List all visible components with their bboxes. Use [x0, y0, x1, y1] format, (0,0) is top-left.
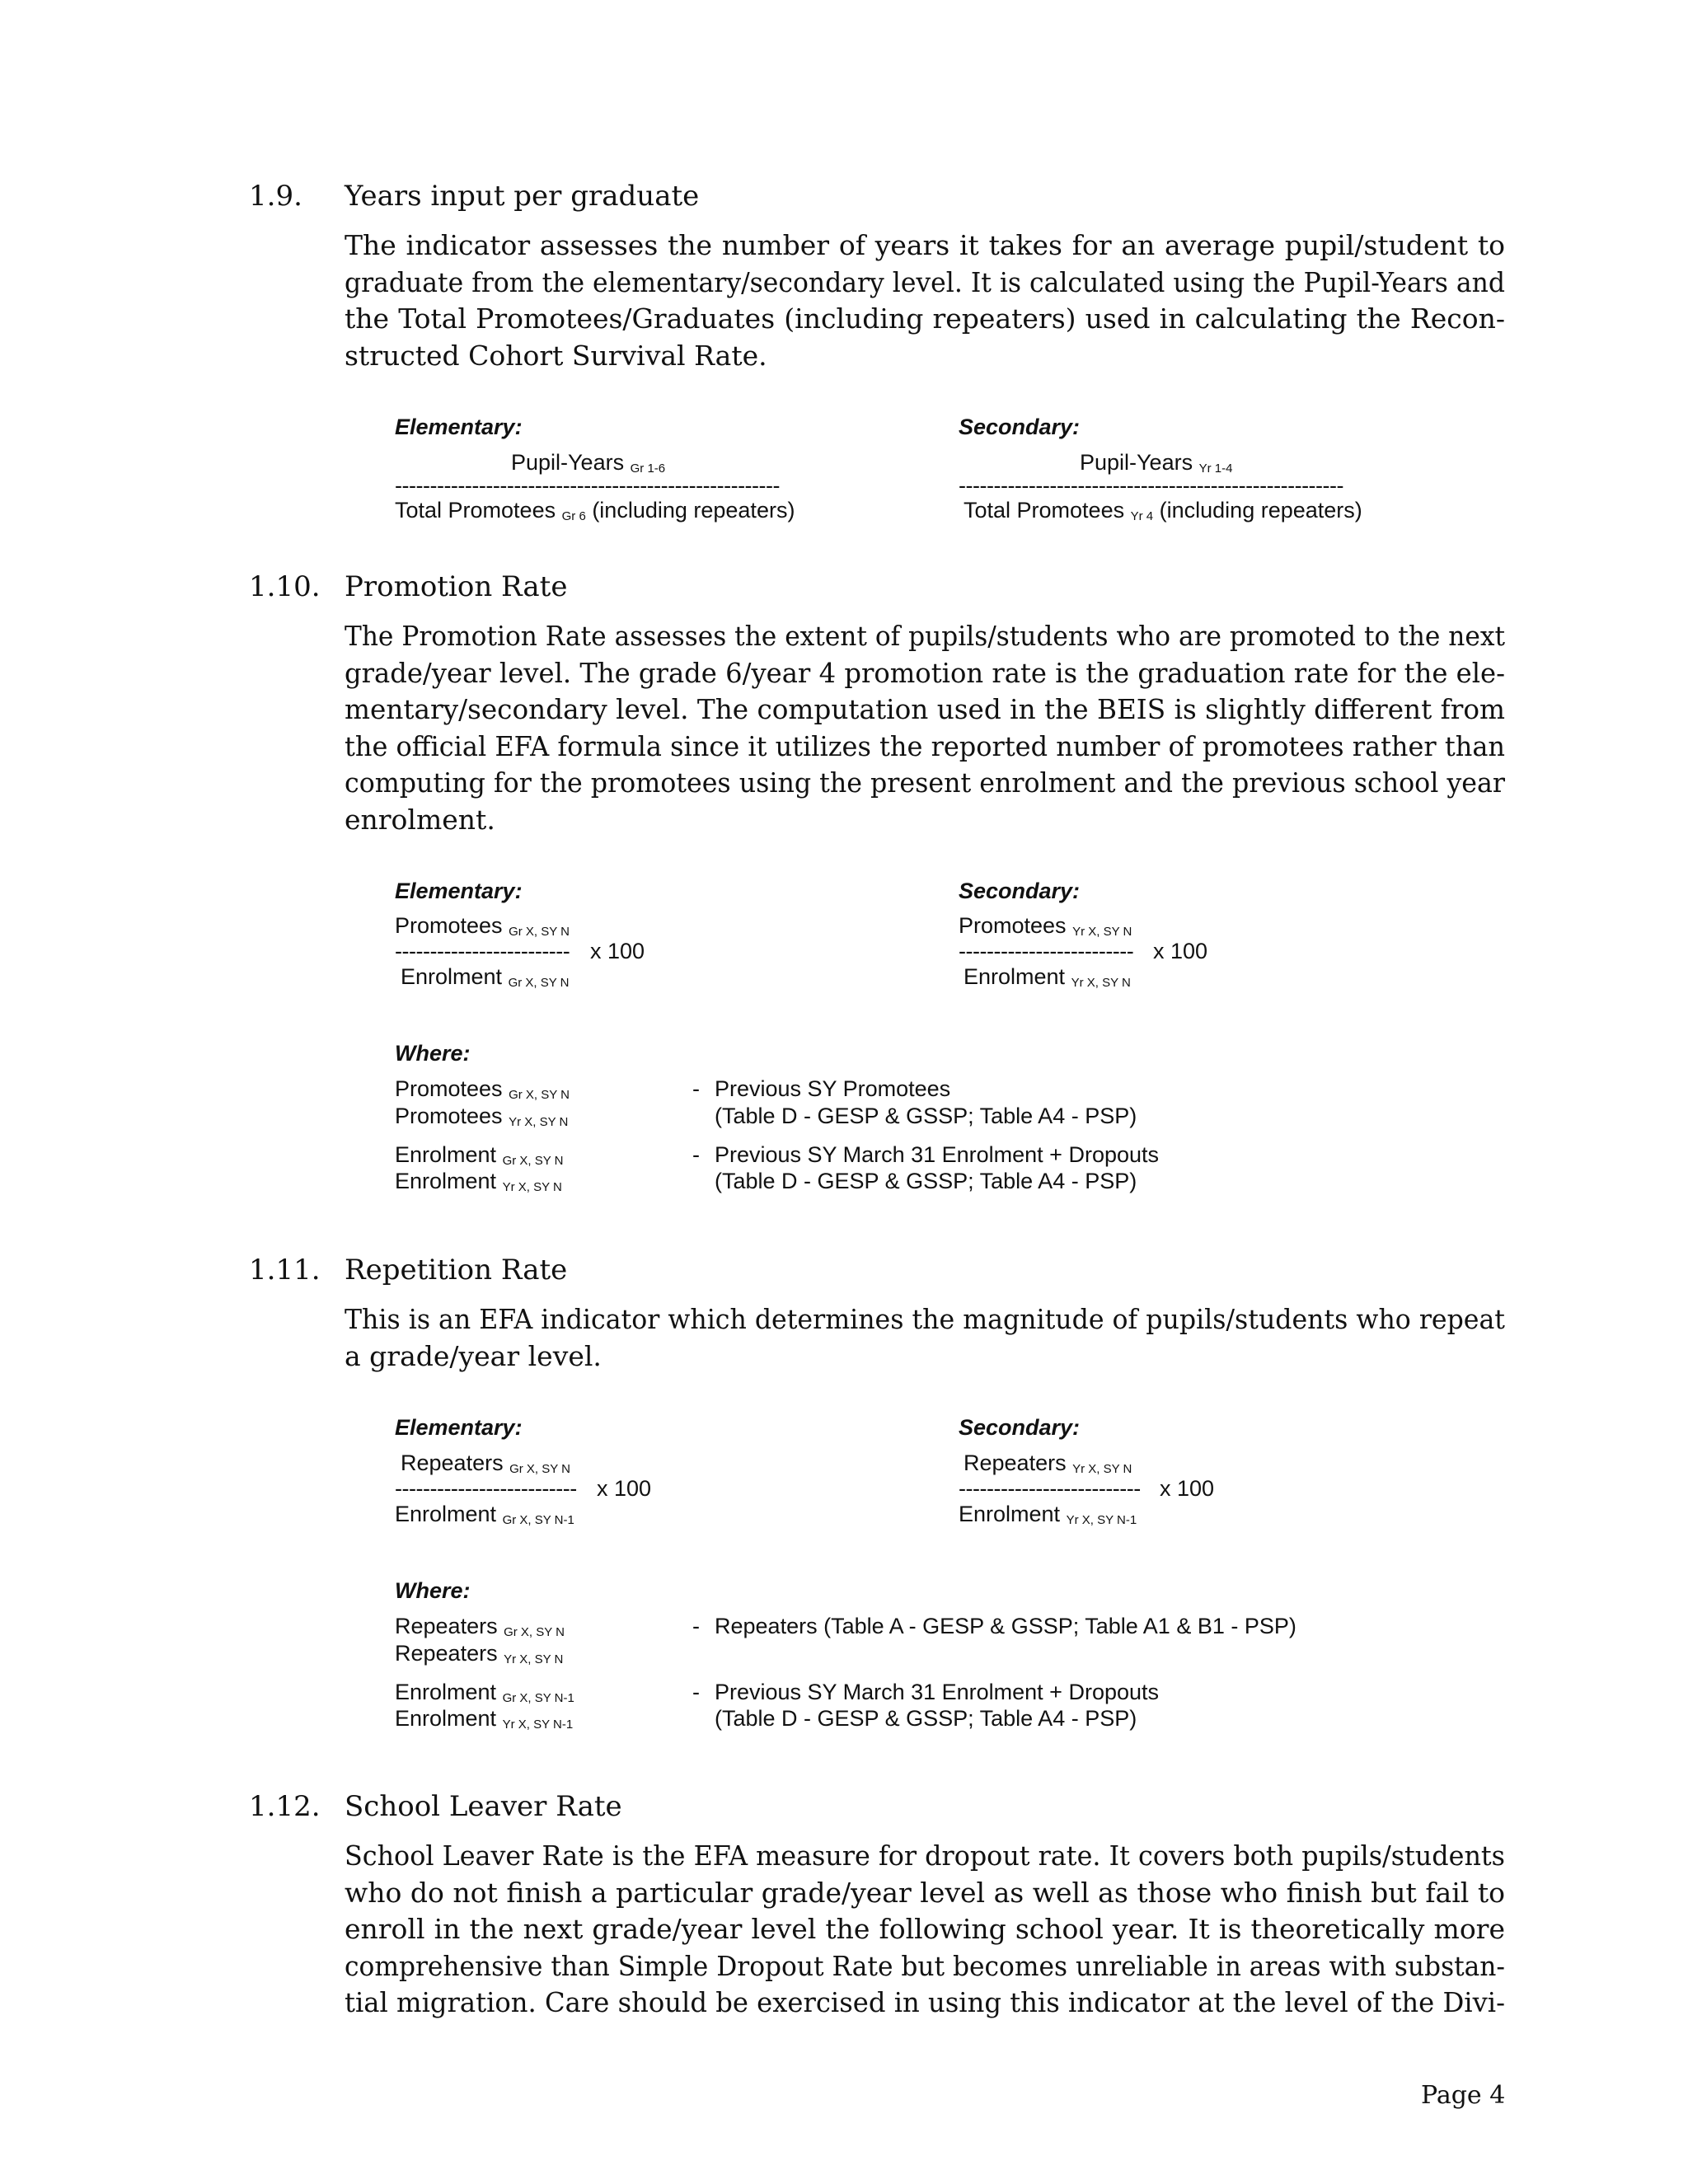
elementary-numerator — [401, 1451, 570, 1476]
numerator-text: Repeaters — [401, 1451, 504, 1475]
term-name: Enrolment — [395, 1169, 497, 1193]
section-paragraph-1-10 — [345, 618, 1505, 838]
term-subscript: Yr X, SY N — [502, 1180, 562, 1194]
paragraph-line: graduate from the elementary/secondary level. It is calculated using the Pupil-Years and — [345, 265, 1505, 298]
section-title: Promotion Rate — [345, 570, 568, 603]
numerator-text: Promotees — [395, 913, 503, 938]
term-name: Promotees — [395, 1076, 503, 1101]
paragraph-line: comprehensive than Simple Dropout Rate but becomes unreliable in areas with substan- — [345, 1949, 1505, 1982]
where-description: Previous SY March 31 Enrolment + Dropouts — [715, 1142, 1160, 1167]
paragraph-line: the Total Promotees/Graduates (including repeaters) used in calculating the Recon- — [345, 302, 1505, 335]
numerator-text: Repeaters — [964, 1451, 1067, 1475]
times-100: x 100 — [590, 939, 645, 963]
section-title: Years input per graduate — [345, 180, 700, 213]
page-number: Page 4 — [1421, 2081, 1506, 2110]
times-100: x 100 — [597, 1476, 652, 1501]
elementary-label: Elementary: — [395, 415, 523, 439]
secondary-numerator — [964, 1451, 1132, 1476]
denominator-text: Enrolment — [395, 1502, 497, 1526]
term-name: Repeaters — [395, 1614, 498, 1638]
numerator-text: Pupil-Years — [511, 450, 625, 475]
times-100: x 100 — [1153, 939, 1208, 963]
secondary-numerator — [1080, 450, 1232, 476]
where-description: Previous SY March 31 Enrolment + Dropouts — [715, 1680, 1160, 1704]
where-label: Where: — [395, 1578, 471, 1603]
section-number: 1.10. — [249, 570, 321, 603]
term-subscript: Yr X, SY N — [509, 1115, 569, 1129]
numerator-subscript: Gr X, SY N — [509, 1462, 571, 1476]
term-subscript: Gr X, SY N — [504, 1625, 565, 1639]
paragraph-line: computing for the promotees using the present enrolment and the previous school year — [345, 766, 1505, 799]
where-dash: - — [692, 1142, 700, 1167]
term-subscript: Yr X, SY N — [504, 1652, 564, 1666]
numerator-text: Promotees — [959, 913, 1067, 938]
section-paragraph-1-12 — [345, 1838, 1505, 2022]
secondary-label: Secondary: — [959, 879, 1081, 903]
paragraph-line: This is an EFA indicator which determines the magnitude of pupils/students who repeat — [345, 1303, 1505, 1335]
where-term — [395, 1614, 565, 1639]
secondary-label: Secondary: — [959, 415, 1081, 439]
where-dash: - — [692, 1076, 700, 1101]
where-description: (Table D - GESP & GSSP; Table A4 - PSP) — [715, 1104, 1137, 1128]
where-term — [395, 1706, 573, 1732]
paragraph-line: The indicator assesses the number of years it takes for an average pupil/student to — [345, 229, 1505, 261]
paragraph-line: structed Cohort Survival Rate. — [345, 339, 767, 372]
numerator-subscript: Yr X, SY N — [1072, 925, 1132, 939]
elementary-denominator — [401, 964, 570, 990]
where-term — [395, 1104, 568, 1129]
denominator-tail: (including repeaters) — [1159, 498, 1362, 523]
denominator-text: Enrolment — [401, 964, 503, 989]
section-title: School Leaver Rate — [345, 1790, 622, 1823]
where-term — [395, 1142, 564, 1168]
paragraph-line: grade/year level. The grade 6/year 4 promotion rate is the graduation rate for the ele- — [345, 656, 1505, 689]
numerator-text: Pupil-Years — [1080, 450, 1193, 475]
paragraph-line: enroll in the next grade/year level the following school year. It is theoretically more — [345, 1913, 1505, 1945]
term-name: Repeaters — [395, 1641, 498, 1666]
elementary-label: Elementary: — [395, 1415, 523, 1440]
term-name: Enrolment — [395, 1142, 497, 1167]
denominator-text: Enrolment — [959, 1502, 1061, 1526]
denominator-text: Total Promotees — [964, 498, 1125, 523]
section-number: 1.12. — [249, 1790, 321, 1823]
section-number: 1.9. — [249, 180, 302, 213]
times-100: x 100 — [1160, 1476, 1215, 1501]
term-name: Enrolment — [395, 1706, 497, 1731]
term-subscript: Gr X, SY N — [509, 1088, 570, 1102]
denominator-subscript: Gr X, SY N-1 — [502, 1513, 574, 1527]
denominator-text: Enrolment — [964, 964, 1066, 989]
section-title: Repetition Rate — [345, 1254, 568, 1286]
denominator-subscript: Gr X, SY N — [508, 976, 570, 990]
term-name: Enrolment — [395, 1680, 497, 1704]
paragraph-line: enrolment. — [345, 803, 495, 836]
term-subscript: Gr X, SY N-1 — [502, 1691, 574, 1705]
where-term — [395, 1641, 563, 1666]
paragraph-line: The Promotion Rate assesses the extent of pupils/students who are promoted to the next — [345, 620, 1505, 652]
where-description: Repeaters (Table A - GESP & GSSP; Table A1 & B1 - PSP) — [715, 1614, 1296, 1638]
where-term — [395, 1680, 574, 1705]
where-description: (Table D - GESP & GSSP; Table A4 - PSP) — [715, 1169, 1137, 1193]
term-name: Promotees — [395, 1104, 503, 1128]
elementary-numerator — [511, 450, 665, 476]
secondary-denominator — [964, 964, 1131, 990]
secondary-label: Secondary: — [959, 1415, 1081, 1440]
numerator-subscript: Yr X, SY N — [1072, 1462, 1132, 1476]
paragraph-line: who do not finish a particular grade/year level as well as those who finish but fail to — [345, 1876, 1505, 1909]
paragraph-line: a grade/year level. — [345, 1339, 602, 1372]
where-description: Previous SY Promotees — [715, 1076, 951, 1101]
fraction-bar: ------------------------------------------------------- — [395, 473, 781, 498]
section-paragraph-1-11 — [345, 1301, 1505, 1375]
elementary-denominator — [395, 498, 795, 523]
elementary-numerator — [395, 913, 570, 939]
where-description: (Table D - GESP & GSSP; Table A4 - PSP) — [715, 1706, 1137, 1731]
elementary-denominator — [395, 1502, 574, 1527]
secondary-denominator — [964, 498, 1362, 523]
fraction-bar: ------------------------- — [395, 939, 570, 963]
denominator-subscript: Yr X, SY N — [1071, 976, 1131, 990]
where-dash: - — [692, 1680, 700, 1704]
secondary-denominator — [959, 1502, 1137, 1527]
where-term — [395, 1076, 570, 1102]
fraction-bar: ------------------------- — [959, 939, 1134, 963]
paragraph-line: tial migration. Care should be exercised in using this indicator at the level of the Divi- — [345, 1986, 1505, 2018]
term-subscript: Gr X, SY N — [502, 1154, 564, 1168]
numerator-subscript: Gr X, SY N — [509, 925, 570, 939]
where-dash: - — [692, 1614, 700, 1638]
elementary-label: Elementary: — [395, 879, 523, 903]
denominator-subscript: Yr 4 — [1130, 509, 1154, 523]
paragraph-line: the official EFA formula since it utilizes the reported number of promotees rather than — [345, 729, 1505, 762]
denominator-tail: (including repeaters) — [592, 498, 795, 523]
secondary-numerator — [959, 913, 1132, 939]
fraction-bar: -------------------------- — [395, 1476, 577, 1501]
numerator-subscript: Yr 1-4 — [1198, 462, 1233, 476]
term-subscript: Yr X, SY N-1 — [502, 1718, 574, 1732]
denominator-text: Total Promotees — [395, 498, 556, 523]
fraction-bar: -------------------------- — [959, 1476, 1141, 1501]
paragraph-line: School Leaver Rate is the EFA measure for dropout rate. It covers both pupils/students — [345, 1840, 1505, 1872]
fraction-bar: ------------------------------------------------------- — [959, 473, 1344, 498]
numerator-subscript: Gr 1-6 — [630, 462, 666, 476]
paragraph-line: mentary/secondary level. The computation used in the BEIS is slightly different from — [345, 693, 1505, 725]
denominator-subscript: Gr 6 — [561, 509, 586, 523]
where-label: Where: — [395, 1041, 471, 1066]
section-number: 1.11. — [249, 1254, 321, 1286]
denominator-subscript: Yr X, SY N-1 — [1066, 1513, 1137, 1527]
section-paragraph-1-9 — [345, 227, 1505, 374]
where-term — [395, 1169, 562, 1194]
